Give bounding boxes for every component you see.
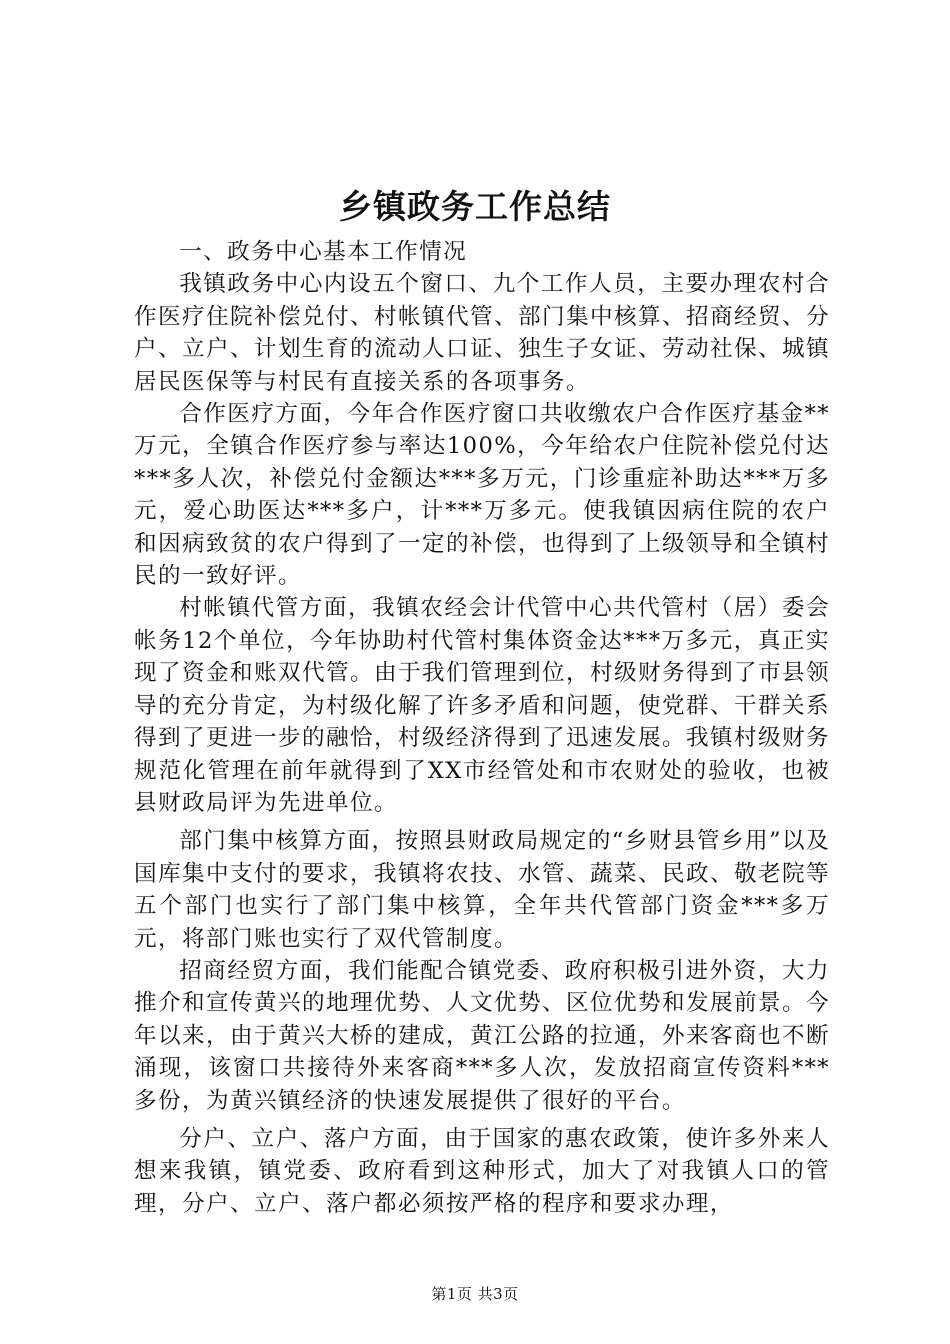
paragraph-cooperative-medical: 合作医疗方面，今年合作医疗窗口共收缴农户合作医疗基金**万元，全镇合作医疗参与率达100%，今年给农户住院补偿兑付达***多人次，补偿兑付金额达***多万元，门诊重症补助达***万多元，爱心助医达***多户，计***万多元。使我镇因病住院的农户和因病致贫的农户得到了一定的补偿，也得到了上级领导和全镇村民的一致好评。 (134, 401, 830, 590)
paragraph-overview: 我镇政务中心内设五个窗口、九个工作人员，主要办理农村合作医疗住院补偿兑付、村帐镇代管、部门集中核算、招商经贸、分户、立户、计划生育的流动人口证、独生子女证、劳动社保、城镇居民医保等与村民有直接关系的各项事务。 (134, 271, 830, 395)
document-title: 乡镇政务工作总结 (339, 187, 611, 226)
paragraph-household-registration: 分户、立户、落户方面，由于国家的惠农政策，使许多外来人想来我镇，镇党委、政府看到这种形式，加大了对我镇人口的管理，分户、立户、落户都必须按严格的程序和要求办理， (134, 1125, 830, 1217)
document-body (134, 236, 830, 1220)
paragraph-village-accounts: 村帐镇代管方面，我镇农经会计代管中心共代管村（居）委会帐务12个单位，今年协助村代管村集体资金达***万多元，真正实现了资金和账双代管。由于我们管理到位，村级财务得到了市县领导的充分肯定，为村级化解了许多矛盾和问题，使党群、干群关系得到了更进一步的融恰，村级经济得到了迅速发展。我镇村级财务规范化管理在前年就得到了XX市经管处和市农财处的验收，也被县财政局评为先进单位。 (134, 595, 830, 816)
paragraph-centralized-accounting: 部门集中核算方面，按照县财政局规定的“乡财县管乡用”以及国库集中支付的要求，我镇将农技、水管、蔬菜、民政、敬老院等五个部门也实行了部门集中核算，全年共代管部门资金***多万元，将部门账也实行了双代管制度。 (134, 828, 830, 952)
page-number-footer: 第1页 共3页 (431, 1285, 519, 1303)
paragraph-investment-trade: 招商经贸方面，我们能配合镇党委、政府积极引进外资，大力推介和宣传黄兴的地理优势、人文优势、区位优势和发展前景。今年以来，由于黄兴大桥的建成，黄江公路的拉通，外来客商也不断涌现，该窗口共接待外来客商***多人次，发放招商宣传资料***多份，为黄兴镇经济的快速发展提供了很好的平台。 (134, 957, 830, 1114)
section-heading: 一、政务中心基本工作情况 (179, 239, 468, 265)
